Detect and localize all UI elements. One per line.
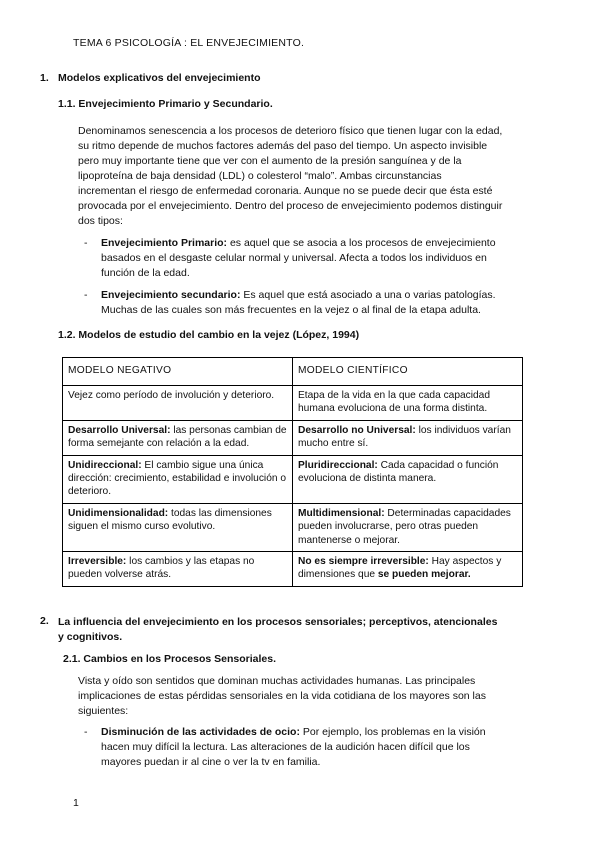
table-cell xyxy=(293,455,523,503)
cell-term: Multidimensional: xyxy=(298,507,385,519)
cell-text: Cada capacidad o función evoluciona de distinta manera. xyxy=(298,459,499,485)
paragraph-line: siguientes: xyxy=(78,705,129,717)
bullet-line xyxy=(101,236,531,251)
bullet-text: Es aquel que está asociado a una o varias patologías. xyxy=(240,289,496,301)
cell-text: los cambios y las etapas no pueden volverse atrás. xyxy=(68,556,255,581)
section-2-number: 2. xyxy=(40,615,49,627)
table-row xyxy=(63,420,523,455)
cell-term: Unidimensionalidad: xyxy=(68,507,169,519)
bullet-term: Disminución de las actividades de ocio: xyxy=(101,726,300,738)
cell-term: Pluridireccional: xyxy=(298,459,378,471)
table-cell xyxy=(293,503,523,551)
section-1-title: Modelos explicativos del envejecimiento xyxy=(58,72,261,84)
bullet-text: es aquel que se asocia a los procesos de envejecimiento xyxy=(227,237,496,249)
table-row xyxy=(63,455,523,503)
table-cell: Vejez como período de involución y deterioro. xyxy=(63,386,293,421)
cell-text: los individuos varían mucho entre sí. xyxy=(298,424,511,450)
table-cell xyxy=(293,552,523,587)
section-1-1-title: 1.1. Envejecimiento Primario y Secundario. xyxy=(58,98,273,110)
paragraph-line: Denominamos senescencia a los procesos de deterioro físico que tienen lugar con la edad, xyxy=(78,125,503,137)
table-cell xyxy=(63,503,293,551)
bullet-term: Envejecimiento secundario: xyxy=(101,289,241,301)
bullet-envejecimiento-primario xyxy=(84,236,531,281)
table-cell xyxy=(293,420,523,455)
section-2-title xyxy=(58,615,538,645)
section-2-1-title: 2.1. Cambios en los Procesos Sensoriales. xyxy=(63,653,277,665)
cell-term: Irreversible: xyxy=(68,556,127,568)
paragraph-line xyxy=(78,214,538,229)
table-header-row xyxy=(63,358,523,386)
cell-text: El cambio sigue una única dirección: crecimiento, estabilidad e involución o deterioro. xyxy=(68,459,287,498)
bullet-dash: - xyxy=(84,289,88,301)
paragraph-line-text: dos tipos: xyxy=(78,215,123,227)
cell-term: No es siempre irreversible: xyxy=(298,556,429,568)
table-row xyxy=(63,503,523,551)
cell-term-tail: se pueden mejorar. xyxy=(377,569,471,581)
bullet-term: Envejecimiento Primario: xyxy=(101,237,228,249)
paragraph-line: implicaciones de estas pérdidas sensoriales en la vida cotidiana de los mayores son las xyxy=(78,690,486,702)
bullet-line: basados en el desgaste celular normal y universal. Afecta a todos los individuos en xyxy=(101,252,487,264)
cell-term: Unidireccional: xyxy=(68,459,142,471)
section-1-number: 1. xyxy=(40,72,49,84)
cell-term: Desarrollo no Universal: xyxy=(298,424,416,436)
paragraph-line: Vista y oído son sentidos que dominan muchas actividades humanas. Las principales xyxy=(78,675,476,687)
table-cell xyxy=(63,552,293,587)
bullet-line xyxy=(101,288,531,303)
bullet-line: hacen muy difícil la lectura. Las alteraciones de la audición hacen difícil que los xyxy=(101,741,470,753)
section-2-title-line: y cognitivos. xyxy=(58,631,123,643)
bullet-line: mayores puedan ir al cine o ver la tv en familia. xyxy=(101,756,321,768)
cell-text: las personas cambian de forma semejante con relación a la edad. xyxy=(68,424,287,450)
section-1-1-paragraph xyxy=(78,124,538,229)
section-2-1-paragraph xyxy=(78,674,538,719)
table-row xyxy=(63,386,523,421)
paragraph-line: incrementan el riesgo de enfermedad coronaria. Aunque no se puede decir que ésta esté xyxy=(78,185,493,197)
bullet-disminucion-ocio xyxy=(84,725,531,770)
bullet-dash: - xyxy=(84,237,88,249)
paragraph-line: provocada por el envejecimiento. Dentro del proceso de envejecimiento podemos distinguir xyxy=(78,200,503,212)
section-2-title-line: La influencia del envejecimiento en los procesos sensoriales; perceptivos, atencionales xyxy=(58,616,498,628)
bullet-line xyxy=(101,725,531,740)
table-header-negative: MODELO NEGATIVO xyxy=(63,358,293,386)
cell-text: Hay aspectos y dimensiones que xyxy=(298,556,502,581)
cell-text: Determinadas capacidades pueden involucrarse, pero otras pueden mantenerse o mejorar. xyxy=(298,507,511,546)
table-cell xyxy=(63,455,293,503)
paragraph-line: su ritmo depende de muchos factores además del paso del tiempo. Un aspecto invisible xyxy=(78,140,488,152)
document-header: TEMA 6 PSICOLOGÍA : EL ENVEJECIMIENTO. xyxy=(73,37,305,49)
bullet-envejecimiento-secundario xyxy=(84,288,531,318)
bullet-line: función de la edad. xyxy=(101,267,190,279)
table-header-scientific: MODELO CIENTÍFICO xyxy=(293,358,523,386)
page-number: 1 xyxy=(73,797,79,809)
bullet-line: Muchas de las cuales son más frecuentes en la vejez o al final de la etapa adulta. xyxy=(101,304,481,316)
bullet-text: Por ejemplo, los problemas en la visión xyxy=(299,726,486,738)
section-1-2-title: 1.2. Modelos de estudio del cambio en la vejez (López, 1994) xyxy=(58,329,360,341)
bullet-dash: - xyxy=(84,726,88,738)
table-cell xyxy=(63,420,293,455)
cell-text: todas las dimensiones siguen el mismo curso evolutivo. xyxy=(68,507,272,533)
table-cell: Etapa de la vida en la que cada capacidad humana evoluciona de una forma distinta. xyxy=(293,386,523,421)
cell-term: Desarrollo Universal: xyxy=(68,424,171,436)
models-table xyxy=(62,357,523,587)
table-row xyxy=(63,552,523,587)
paragraph-line: lipoproteína de baja densidad (LDL) o colesterol “malo”. Ambas circunstancias xyxy=(78,170,442,182)
paragraph-line: pero muy importante tiene que ver con el aumento de la presión sanguínea y de la xyxy=(78,155,462,167)
